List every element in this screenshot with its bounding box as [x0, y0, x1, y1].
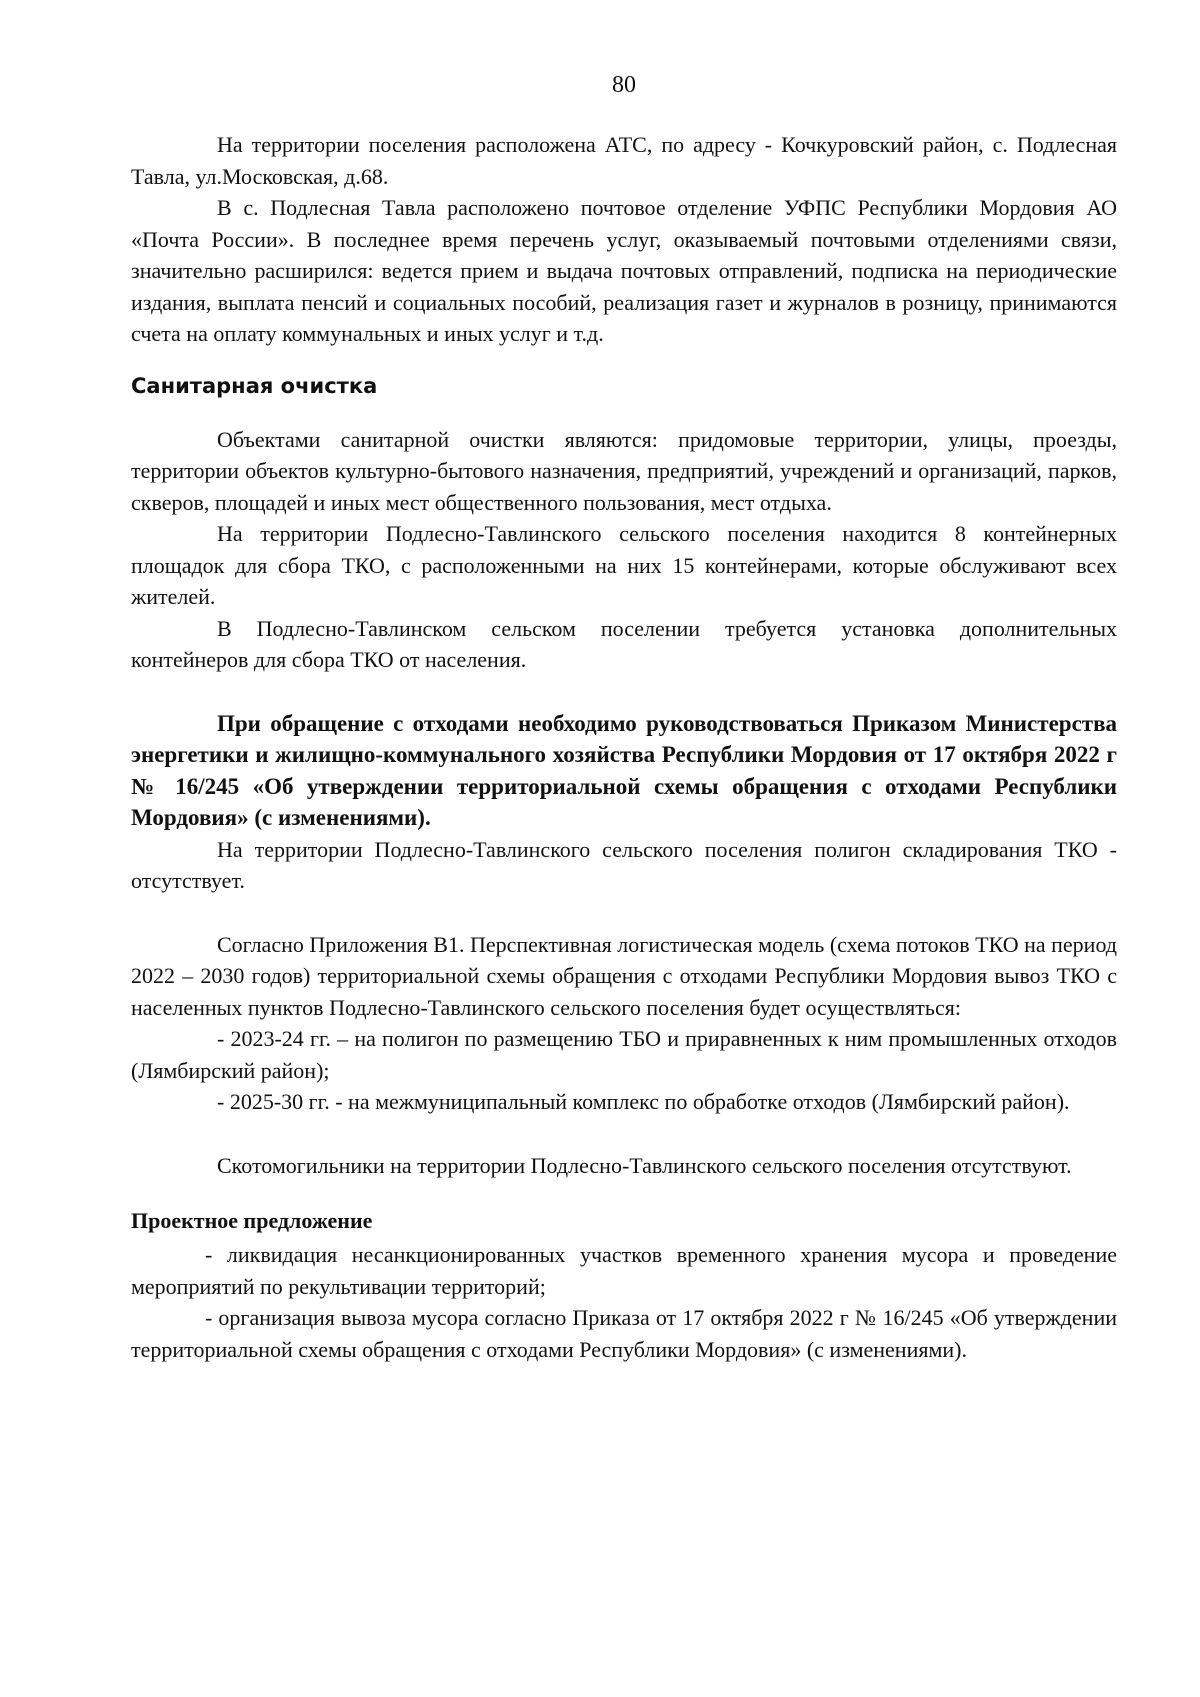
- paragraph-polygon: На территории Подлесно-Тавлинского сельского поселения полигон складирования ТКО - отсутствует.: [131, 836, 1117, 893]
- paragraph-ats: На территории поселения расположена АТС, по адресу - Кочкуровский район, с. Подлесная Тавла, ул.Московская, д.68.: [131, 132, 1117, 189]
- section-heading-sanitary: Санитарная очистка: [131, 373, 378, 398]
- paragraph-appendix: Согласно Приложения В1. Перспективная логистическая модель (схема потоков ТКО на период 2022 – 2030 годов) территориальной схемы обращения с отходами Республики Мордовия вывоз ТКО с населенных пунктов Подлесно-Тавлинского сельского поселения будет осуществляться:: [131, 931, 1118, 1020]
- bold-notice: При обращение с отходами необходимо руководствоваться Приказом Министерства энергетики и жилищно-коммунального хозяйства Республики Мордовия от 17 октября 2022 г № 16/245 «Об утверждении территориальной схемы обращения с отходами Республики Мордовия» (с изменениями).: [131, 710, 1117, 830]
- proposal-item: - ликвидация несанкционированных участков временного хранения мусора и проведение мероприятий по рекультивации территорий;: [131, 1242, 1117, 1299]
- proposal-item: - организация вывоза мусора согласно Приказа от 17 октября 2022 г № 16/245 «Об утверждении территориальной схемы обращения с отходами Республики Мордовия» (с изменениями).: [131, 1305, 1117, 1362]
- paragraph-post-office: В с. Подлесная Тавла расположено почтовое отделение УФПС Республики Мордовия АО «Почта России». В последнее время перечень услуг, оказываемый почтовыми отделениями связи, значительно расширился: ведется прием и выдача почтовых отправлений, подписка на периодические издания, выплата пенсий и социальных пособий, реализация газет и журналов в розницу, принимаются счета на оплату коммунальных и иных услуг и т.д.: [131, 195, 1117, 346]
- page-number: 80: [612, 72, 636, 98]
- paragraph-container-sites: На территории Подлесно-Тавлинского сельского поселения находится 8 контейнерных площадок для сбора ТКО, с расположенными на них 15 контейнерами, которые обслуживают всех жителей.: [131, 521, 1117, 609]
- paragraph-additional-containers: В Подлесно-Тавлинском сельском поселении требуется установка дополнительных контейнеров для сбора ТКО от населения.: [131, 615, 1117, 672]
- document-body: [131, 129, 1117, 1365]
- section-heading-proposal: Проектное предложение: [131, 1208, 373, 1233]
- paragraph-sanitary-objects: Объектами санитарной очистки являются: придомовые территории, улицы, проезды, территории объектов культурно-бытового назначения, предприятий, учреждений и организаций, парков, скверов, площадей и иных мест общественного пользования, мест отдыха.: [131, 426, 1117, 515]
- list-item: - 2025-30 гг. - на межмуниципальный комплекс по обработке отходов (Лямбирский район).: [217, 1089, 1070, 1114]
- list-item: - 2023-24 гг. – на полигон по размещению ТБО и приравненных к ним промышленных отходов (Лямбирский район);: [131, 1026, 1117, 1083]
- paragraph-cattle-burial: Скотомогильники на территории Подлесно-Тавлинского сельского поселения отсутствуют.: [217, 1152, 1072, 1178]
